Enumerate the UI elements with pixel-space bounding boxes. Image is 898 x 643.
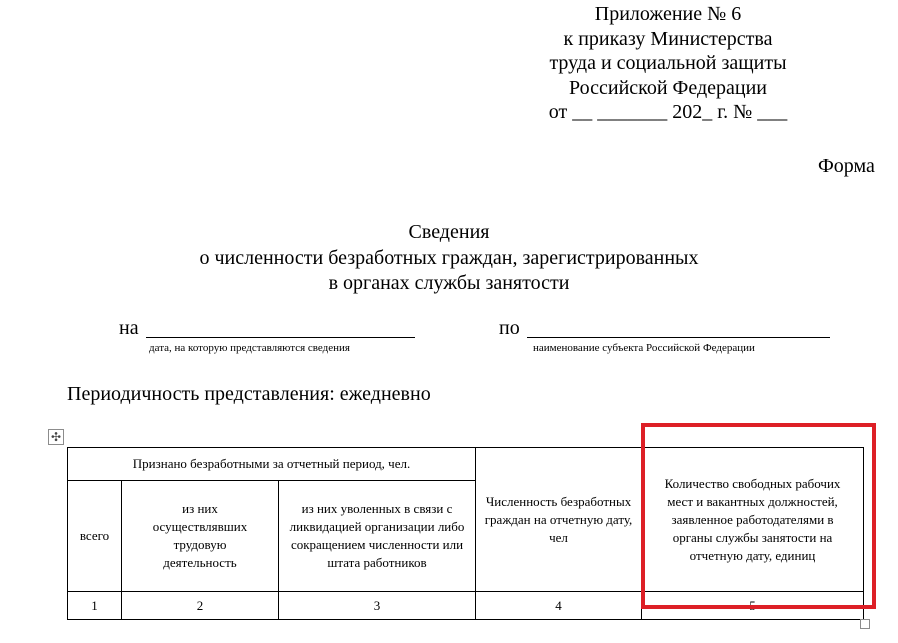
title-line-1: Сведения <box>408 221 490 243</box>
date-field-line[interactable] <box>146 337 415 338</box>
region-field-hint: наименование субъекта Российской Федерации <box>533 342 755 354</box>
column-number-1: 1 <box>68 592 122 620</box>
move-arrows-icon[interactable]: ✣ <box>48 429 64 445</box>
appendix-header <box>518 2 818 125</box>
title-line-2: о численности безработных граждан, зарегистрированных <box>199 246 699 269</box>
header-employed: из них осуществлявших трудовую деятельность <box>122 481 279 592</box>
header-dismissed: из них уволенных в связи с ликвидацией организации либо сокращением численности или штата работников <box>279 481 476 592</box>
document-title <box>0 220 898 297</box>
date-prefix: на <box>119 317 139 339</box>
highlight-frame <box>641 423 876 609</box>
appendix-number: Приложение № 6 <box>594 3 742 25</box>
date-field-hint: дата, на которую представляются сведения <box>149 342 350 354</box>
group-header-cell: Признано безработными за отчетный период, чел. <box>68 448 476 481</box>
column-number-4: 4 <box>476 592 642 620</box>
column-number-3: 3 <box>279 592 476 620</box>
region-field-line[interactable] <box>527 337 830 338</box>
title-line-3: в органах службы занятости <box>328 272 570 294</box>
region-prefix: по <box>499 317 520 339</box>
periodicity-text: Периодичность представления: ежедневно <box>67 383 431 405</box>
header-vacancies-count: Количество свободных рабочих мест и вакантных должностей, заявленное работодателями в органы службы занятости на отчетную дату, единиц <box>642 448 864 592</box>
header-total: всего <box>68 481 122 592</box>
appendix-country: Российской Федерации <box>568 76 768 99</box>
appendix-order: к приказу Министерства <box>563 27 773 50</box>
appendix-date-number: от __ _______ 202_ г. № ___ <box>548 101 788 123</box>
column-number-5: 5 <box>642 592 864 620</box>
resize-handle-icon[interactable] <box>860 619 870 629</box>
form-label: Форма <box>818 155 875 177</box>
header-unemployed-count: Численность безработных граждан на отчетную дату, чел <box>476 448 642 592</box>
appendix-ministry: труда и социальной защиты <box>549 52 787 74</box>
column-number-2: 2 <box>122 592 279 620</box>
